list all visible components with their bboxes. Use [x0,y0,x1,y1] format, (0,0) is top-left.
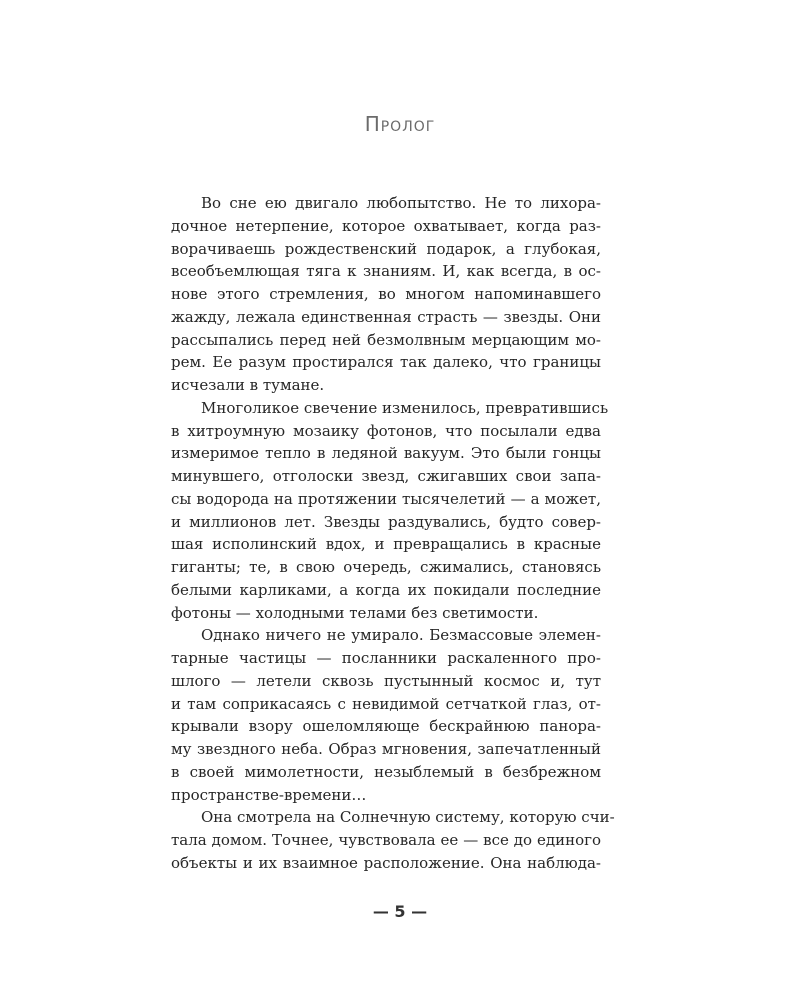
body-text [171,192,615,875]
text-line: Во сне ею двигало любопытство. Не то лихора- [201,194,601,212]
text-line: пространстве-времени… [171,785,367,804]
text-line: тала домом. Точнее, чувствовала ее — все до единого [171,831,601,849]
text-line: белыми карликами, а когда их покидали последние [171,580,601,599]
text-line: Однако ничего не умирало. Безмассовые элемен- [201,626,601,645]
text-line: тарные частицы — посланники раскаленного про- [171,649,601,667]
text-line: Многоликое свечение изменилось, превратившись [201,398,609,417]
text-line: дочное нетерпение, которое охватывает, когда раз- [171,216,601,235]
text-line: жажду, лежала единственная страсть — звезды. Они [171,307,601,326]
text-line: шая исполинский вдох, и превращались в красные [171,535,601,554]
text-line: измеримое тепло в ледяной вакуум. Это были гонцы [171,444,601,463]
text-line: объекты и их взаимное расположение. Она наблюда- [171,853,601,872]
text-line: рем. Ее разум простирался так далеко, что границы [171,353,601,372]
text-line: нове этого стремления, во многом напоминавшего [171,285,601,303]
text-line: крывали взору ошеломляюще бескрайнюю панора- [171,717,601,736]
text-line: минувшего, отголоски звезд, сжигавших свои запа- [171,467,601,485]
text-line: и миллионов лет. Звезды раздувались, будто совер- [171,512,601,531]
text-line: фотоны — холодными телами без светимости. [171,603,539,622]
text-line: му звездного неба. Образ мгновения, запечатленный [171,740,601,758]
text-line: в своей мимолетности, незыблемый в безбрежном [171,762,601,781]
text-line: шлого — летели сквозь пустынный космос и, тут [171,671,601,690]
text-line: сы водорода на протяжении тысячелетий — а может, [171,489,601,508]
text-line: исчезали в тумане. [171,376,325,394]
text-line: гиганты; те, в свою очередь, сжимались, становясь [171,558,601,576]
page-number: — 5 — [372,902,428,921]
text-line: рассыпались перед ней безмолвным мерцающим мо- [171,330,601,349]
text-line: и там соприкасаясь с невидимой сетчаткой глаз, от- [171,694,601,713]
text-line: в хитроумную мозаику фотонов, что посылали едва [171,421,601,440]
chapter-title: Пролог [364,112,436,136]
text-line: ворачиваешь рождественский подарок, а глубокая, [171,239,601,258]
text-line: Она смотрела на Солнечную систему, которую счи- [201,808,615,827]
text-line: всеобъемлющая тяга к знаниям. И, как всегда, в ос- [171,262,601,281]
